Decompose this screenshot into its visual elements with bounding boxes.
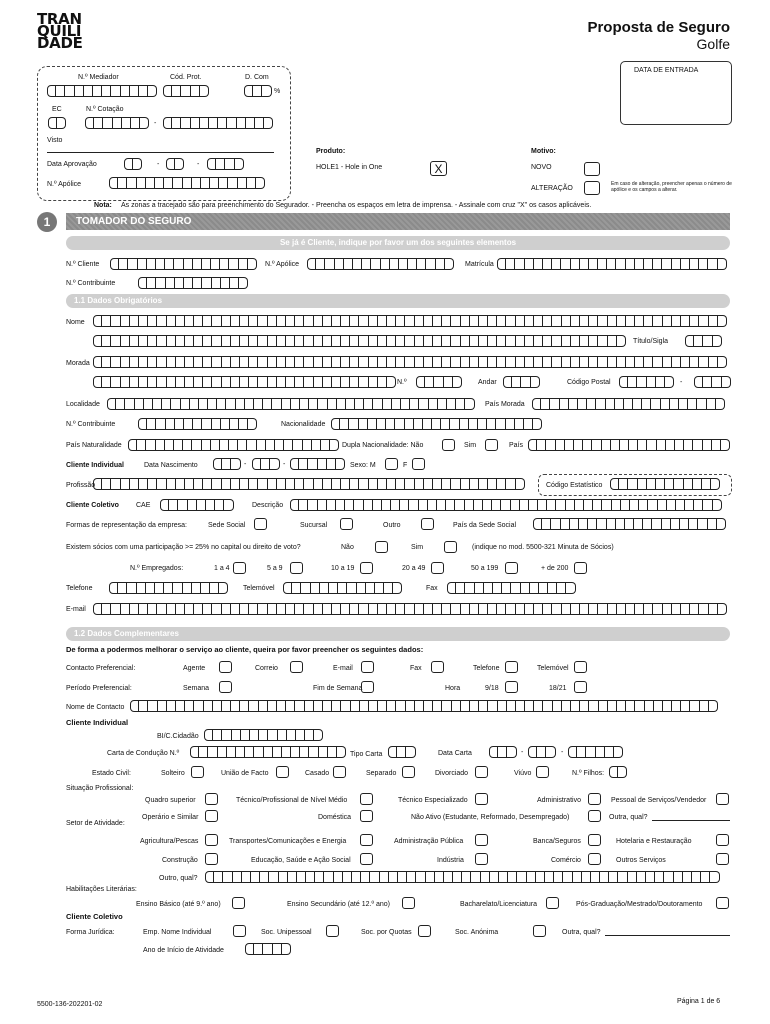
quadro-checkbox[interactable] (205, 793, 218, 805)
h1-checkbox[interactable] (505, 681, 518, 693)
label-pais-naturalidade: País Naturalidade (66, 442, 122, 449)
label-c-telemovel: Telemóvel (537, 665, 569, 672)
dash: - (283, 461, 286, 468)
carta-day[interactable] (489, 746, 517, 758)
label-viuvo: Viúvo (514, 770, 532, 777)
c-telefone-checkbox[interactable] (505, 661, 518, 673)
titulo-field[interactable] (685, 335, 722, 347)
label-cc-12: Cliente Coletivo (66, 912, 123, 921)
label-outro: Outro (383, 522, 401, 529)
label-apolice: N.º Apólice (47, 181, 82, 188)
label-cliente-individual: Cliente Individual (66, 462, 124, 469)
dash: - (197, 161, 200, 168)
label-c-fax: Fax (410, 665, 422, 672)
label-carta: Carta de Condução N.º (107, 750, 180, 757)
label-socios-sim: Sim (411, 544, 424, 551)
label-cae: CAE (136, 502, 151, 509)
label-visto: Visto (47, 137, 63, 144)
label-tipo-carta: Tipo Carta (350, 751, 383, 758)
label-localidade: Localidade (66, 401, 100, 408)
label-semana: Semana (183, 685, 210, 692)
s12-intro: De forma a podermos melhorar o serviço ao cliente, queira por favor preencher os seguintes dados: (66, 645, 424, 654)
pct-sign: % (274, 88, 281, 95)
label-sexo: Sexo: M (350, 462, 376, 469)
descricao-field[interactable] (290, 499, 722, 511)
label-mediador: N.º Mediador (78, 74, 119, 81)
label-n-contribuinte: N.º Contribuinte (66, 280, 116, 287)
morada-field-1[interactable] (93, 356, 727, 368)
label-pessoal: Pessoal de Serviços/Vendedor (611, 797, 707, 804)
codigo-postal-a[interactable] (619, 376, 674, 388)
motivo-alteracao-checkbox[interactable] (584, 181, 600, 195)
motivo-label: Motivo: (531, 148, 556, 155)
sede-checkbox[interactable] (254, 518, 267, 530)
hotelaria-checkbox[interactable] (716, 834, 729, 846)
dash: - (680, 379, 683, 386)
s12-band: 1.2 Dados Complementares (66, 627, 730, 641)
administrativo-checkbox[interactable] (588, 793, 601, 805)
filhos-field[interactable] (609, 766, 627, 778)
n-contribuinte-field[interactable] (138, 277, 248, 289)
tecnico-esp-checkbox[interactable] (475, 793, 488, 805)
label-filhos: N.º Filhos: (572, 770, 605, 777)
outros-servicos-checkbox[interactable] (716, 853, 729, 865)
e4-checkbox[interactable] (431, 562, 444, 574)
label-email: E-mail (66, 606, 86, 613)
ec-field[interactable] (48, 117, 66, 129)
label-ec: EC (52, 106, 62, 113)
morada-field-2[interactable] (93, 376, 396, 388)
label-e4: 20 a 49 (402, 565, 426, 572)
n-field[interactable] (416, 376, 462, 388)
uniao-checkbox[interactable] (276, 766, 289, 778)
nota-text: As zonas a tracejado são para preenchimento do Segurador. - Preencha os espaços em letra de imprensa. - Assinale com cruz "X" os casos aplicáveis. (121, 202, 592, 209)
cod-prot-field[interactable] (163, 85, 209, 97)
viuvo-checkbox[interactable] (536, 766, 549, 778)
agente-checkbox[interactable] (219, 661, 232, 673)
label-comercio: Comércio (551, 857, 581, 864)
correio-checkbox[interactable] (290, 661, 303, 673)
pais-sede-field[interactable] (533, 518, 726, 530)
label-descricao: Descrição (252, 502, 284, 509)
label-admin-publica: Administração Pública (394, 838, 464, 845)
section-number: 1 (37, 212, 57, 232)
h2-checkbox[interactable] (574, 681, 587, 693)
label-solteiro: Solteiro (161, 770, 185, 777)
pais-naturalidade-field[interactable] (128, 439, 339, 451)
label-contribuinte: N.º Contribuinte (66, 421, 116, 428)
fax-field[interactable] (447, 582, 576, 594)
label-cliente-coletivo: Cliente Coletivo (66, 502, 119, 509)
label-transportes: Transportes/Comunicações e Energia (229, 838, 347, 845)
label-e1: 1 a 4 (214, 565, 230, 572)
casado-checkbox[interactable] (333, 766, 346, 778)
localidade-field[interactable] (107, 398, 475, 410)
label-cod-prot: Cód. Prot. (170, 74, 202, 81)
sucursal-checkbox[interactable] (340, 518, 353, 530)
secundario-checkbox[interactable] (402, 897, 415, 909)
outro-qual-field[interactable] (205, 871, 720, 883)
carta-month[interactable] (528, 746, 556, 758)
label-hotelaria: Hotelaria e Restauração (616, 838, 692, 845)
s11-band: 1.1 Dados Obrigatórios (66, 294, 730, 308)
label-morada: Morada (66, 360, 90, 367)
matricula-field[interactable] (497, 258, 727, 270)
nascimento-day[interactable] (213, 458, 241, 470)
separado-checkbox[interactable] (402, 766, 415, 778)
label-pos: Pós-Graduação/Mestrado/Doutoramento (576, 901, 703, 908)
dash: - (521, 749, 524, 756)
label-andar: Andar (478, 379, 497, 386)
label-estado-civil: Estado Civil: (92, 770, 131, 777)
client-band: Se já é Cliente, indique por favor um dos seguintes elementos (66, 236, 730, 250)
cotacao-field-a[interactable] (85, 117, 149, 129)
nascimento-month[interactable] (252, 458, 280, 470)
footer-code: 5500-136-202201-02 (37, 1001, 103, 1008)
label-tecnico-esp: Técnico Especializado (398, 797, 468, 804)
bacharelato-checkbox[interactable] (546, 897, 559, 909)
outro-checkbox[interactable] (421, 518, 434, 530)
label-correio: Correio (255, 665, 278, 672)
aprovacao-month[interactable] (166, 158, 184, 170)
carta-field[interactable] (190, 746, 346, 758)
label-fim: Fim de Semana (313, 685, 363, 692)
nome-field-1[interactable] (93, 315, 727, 327)
c-email-checkbox[interactable] (361, 661, 374, 673)
produto-value: HOLE1 - Hole in One (316, 164, 383, 171)
label-construcao: Construção (162, 857, 198, 864)
label-soc-quotas: Soc. por Quotas (361, 929, 412, 936)
section-header: TOMADOR DO SEGURO (66, 213, 730, 230)
label-cotacao: N.º Cotação (86, 106, 124, 113)
label-habilitacoes: Habilitações Literárias: (66, 886, 137, 893)
produto-label: Produto: (316, 148, 346, 155)
soc-quotas-checkbox[interactable] (418, 925, 431, 937)
sexo-f-checkbox[interactable] (412, 458, 425, 470)
codigo-estatistico-field[interactable] (610, 478, 720, 490)
dash: - (561, 749, 564, 756)
produto-checkbox[interactable]: X (430, 161, 447, 176)
basico-checkbox[interactable] (232, 897, 245, 909)
label-forma: Forma Jurídica: (66, 929, 115, 936)
motivo-note: Em caso de alteração, preencher apenas o número de apólice e os campos a alterar. (611, 181, 732, 193)
socios-sim-checkbox[interactable] (444, 541, 457, 553)
label-separado: Separado (366, 770, 397, 777)
dupla-nao-checkbox[interactable] (442, 439, 455, 451)
label-outra2: Outra, qual? (562, 929, 601, 936)
label-outro-qual: Outro, qual? (159, 875, 198, 882)
industria-checkbox[interactable] (475, 853, 488, 865)
dash: - (244, 461, 247, 468)
label-f: F (403, 462, 408, 469)
label-n: N.º (397, 379, 407, 386)
e6-checkbox[interactable] (574, 562, 587, 574)
nascimento-year[interactable] (290, 458, 345, 470)
label-sucursal: Sucursal (300, 522, 328, 529)
label-socios-nao: Não (341, 544, 354, 551)
label-bacharelato: Bacharelato/Licenciatura (460, 901, 538, 908)
socios-nao-checkbox[interactable] (375, 541, 388, 553)
outra-line[interactable] (652, 820, 730, 821)
e1-checkbox[interactable] (233, 562, 246, 574)
label-telefone: Telefone (66, 585, 93, 592)
label-matricula: Matrícula (465, 261, 494, 268)
andar-field[interactable] (503, 376, 540, 388)
label-n-cliente: N.º Cliente (66, 261, 100, 268)
c-fax-checkbox[interactable] (431, 661, 444, 673)
label-d-com: D. Com (245, 74, 269, 81)
label-n-apolice: N.º Apólice (265, 261, 300, 268)
label-tecnico-prof: Técnico/Profissional de Nível Médio (236, 797, 348, 804)
n-cliente-field[interactable] (110, 258, 257, 270)
label-quadro: Quadro superior (145, 797, 196, 804)
label-empregados: N.º Empregados: (130, 565, 184, 572)
dash: - (157, 161, 160, 168)
pos-checkbox[interactable] (716, 897, 729, 909)
label-outra: Outra, qual? (609, 814, 648, 821)
label-hora: Hora (445, 685, 461, 692)
ano-inicio-field[interactable] (245, 943, 291, 955)
label-pais: País (509, 442, 524, 449)
label-ano-inicio: Ano de Início de Atividade (143, 947, 224, 954)
label-h1: 9/18 (485, 685, 499, 692)
label-codigo-postal: Código Postal (567, 379, 611, 386)
label-secundario: Ensino Secundário (até 12.º ano) (287, 901, 390, 908)
sexo-m-checkbox[interactable] (385, 458, 398, 470)
label-administrativo: Administrativo (537, 797, 581, 804)
admin-publica-checkbox[interactable] (475, 834, 488, 846)
dash: - (154, 120, 157, 127)
label-pais-morada: País Morada (485, 401, 525, 408)
dupla-sim-checkbox[interactable] (485, 439, 498, 451)
contribuinte-field[interactable] (138, 418, 257, 430)
motivo-alteracao-label: ALTERAÇÃO (531, 185, 573, 192)
label-agricultura: Agricultura/Pescas (140, 838, 199, 845)
nota-bold: Nota: (94, 202, 112, 209)
label-nao-ativo: Não Ativo (Estudante, Reformado, Desempregado) (411, 814, 570, 821)
nao-ativo-checkbox[interactable] (588, 810, 601, 822)
emp-checkbox[interactable] (233, 925, 246, 937)
label-setor: Setor de Atividade: (66, 820, 125, 827)
codigo-postal-b[interactable] (694, 376, 731, 388)
label-educacao: Educação, Saúde e Ação Social (251, 857, 351, 864)
label-domestica: Doméstica (318, 814, 352, 821)
label-nome: Nome (66, 319, 85, 326)
email-field[interactable] (93, 603, 727, 615)
label-contacto: Contacto Preferencial: (66, 665, 136, 672)
label-c-telefone: Telefone (473, 665, 500, 672)
construcao-checkbox[interactable] (205, 853, 218, 865)
label-banca: Banca/Seguros (533, 838, 581, 845)
label-e3: 10 a 19 (331, 565, 355, 572)
outra2-line[interactable] (605, 935, 730, 936)
solteiro-checkbox[interactable] (191, 766, 204, 778)
label-fax: Fax (426, 585, 438, 592)
nome-field-2[interactable] (93, 335, 626, 347)
label-h2: 18/21 (549, 685, 567, 692)
label-operario: Operário e Similar (142, 814, 199, 821)
label-e5: 50 a 199 (471, 565, 499, 572)
profissao-field[interactable] (93, 478, 525, 490)
e3-checkbox[interactable] (360, 562, 373, 574)
label-basico: Ensino Básico (até 9.º ano) (136, 901, 221, 908)
divorciado-checkbox[interactable] (475, 766, 488, 778)
soc-anon-checkbox[interactable] (533, 925, 546, 937)
n-apolice-field[interactable] (307, 258, 454, 270)
label-formas: Formas de representação da empresa: (66, 522, 188, 529)
carta-year[interactable] (568, 746, 623, 758)
bi-field[interactable] (204, 729, 323, 741)
label-c-email: E-mail (333, 665, 353, 672)
nome-contacto-field[interactable] (130, 700, 718, 712)
telemovel-field[interactable] (283, 582, 402, 594)
fim-checkbox[interactable] (361, 681, 374, 693)
document-title: Proposta de Seguro (587, 19, 730, 36)
label-soc-anon: Soc. Anónima (455, 929, 499, 936)
mediador-field[interactable] (47, 85, 157, 97)
transportes-checkbox[interactable] (360, 834, 373, 846)
company-logo: TRAN QUILI DADE (37, 10, 83, 52)
visto-line[interactable] (47, 152, 274, 153)
label-dupla: Dupla Nacionalidade: Não (342, 442, 424, 449)
banca-checkbox[interactable] (588, 834, 601, 846)
nacionalidade-field[interactable] (331, 418, 542, 430)
e5-checkbox[interactable] (505, 562, 518, 574)
label-data-carta: Data Carta (438, 750, 472, 757)
pais-morada-field[interactable] (532, 398, 725, 410)
label-ci-12: Cliente Individual (66, 718, 129, 727)
tipo-carta-field[interactable] (388, 746, 416, 758)
label-pais-sede: País da Sede Social (453, 522, 517, 529)
label-situacao: Situação Profissional: (66, 785, 134, 792)
label-telemovel: Telemóvel (243, 585, 275, 592)
label-bi: BI/C.Cidadão (157, 733, 199, 740)
cae-field[interactable] (160, 499, 234, 511)
operario-checkbox[interactable] (205, 810, 218, 822)
label-data-aprovacao: Data Aprovação (47, 161, 97, 168)
label-soc-uni: Soc. Unipessoal (261, 929, 312, 936)
label-nome-contacto: Nome de Contacto (66, 704, 125, 711)
label-sim: Sim (464, 442, 477, 449)
c-telemovel-checkbox[interactable] (574, 661, 587, 673)
label-nacionalidade: Nacionalidade (281, 421, 326, 428)
soc-uni-checkbox[interactable] (326, 925, 339, 937)
pais-field[interactable] (528, 439, 730, 451)
label-data-nascimento: Data Nascimento (144, 462, 198, 469)
label-uniao: União de Facto (221, 770, 269, 777)
label-socios: Existem sócios com uma participação >= 25% no capital ou direito de voto? (66, 544, 301, 551)
label-codigo-estatistico: Código Estatístico (546, 482, 603, 489)
agricultura-checkbox[interactable] (205, 834, 218, 846)
label-divorciado: Divorciado (435, 770, 469, 777)
aprovacao-day[interactable] (124, 158, 142, 170)
label-indique: (indique no mod. 5500-321 Minuta de Sócios) (472, 544, 614, 551)
educacao-checkbox[interactable] (360, 853, 373, 865)
e2-checkbox[interactable] (290, 562, 303, 574)
motivo-novo-checkbox[interactable] (584, 162, 600, 176)
apolice-field[interactable] (109, 177, 265, 189)
comercio-checkbox[interactable] (588, 853, 601, 865)
domestica-checkbox[interactable] (360, 810, 373, 822)
label-outros-servicos: Outros Serviços (616, 857, 666, 864)
telefone-field[interactable] (109, 582, 228, 594)
d-com-field[interactable] (244, 85, 272, 97)
label-casado: Casado (305, 770, 330, 777)
entry-date-label: DATA DE ENTRADA (634, 67, 699, 74)
aprovacao-year[interactable] (207, 158, 244, 170)
motivo-novo-label: NOVO (531, 164, 552, 171)
label-e6: + de 200 (541, 565, 569, 572)
label-periodo: Período Preferencial: (66, 685, 132, 692)
pessoal-checkbox[interactable] (716, 793, 729, 805)
label-emp: Emp. Nome Individual (143, 929, 212, 936)
cotacao-field-b[interactable] (163, 117, 273, 129)
semana-checkbox[interactable] (219, 681, 232, 693)
label-industria: Indústria (437, 857, 464, 864)
document-subtitle: Golfe (696, 36, 730, 52)
footer-page: Página 1 de 6 (677, 998, 721, 1005)
label-agente: Agente (183, 665, 206, 672)
label-sede: Sede Social (208, 522, 246, 529)
label-e2: 5 a 9 (267, 565, 283, 572)
label-profissao: Profissão (66, 482, 96, 489)
tecnico-prof-checkbox[interactable] (360, 793, 373, 805)
label-titulo: Título/Sigla (633, 338, 669, 345)
